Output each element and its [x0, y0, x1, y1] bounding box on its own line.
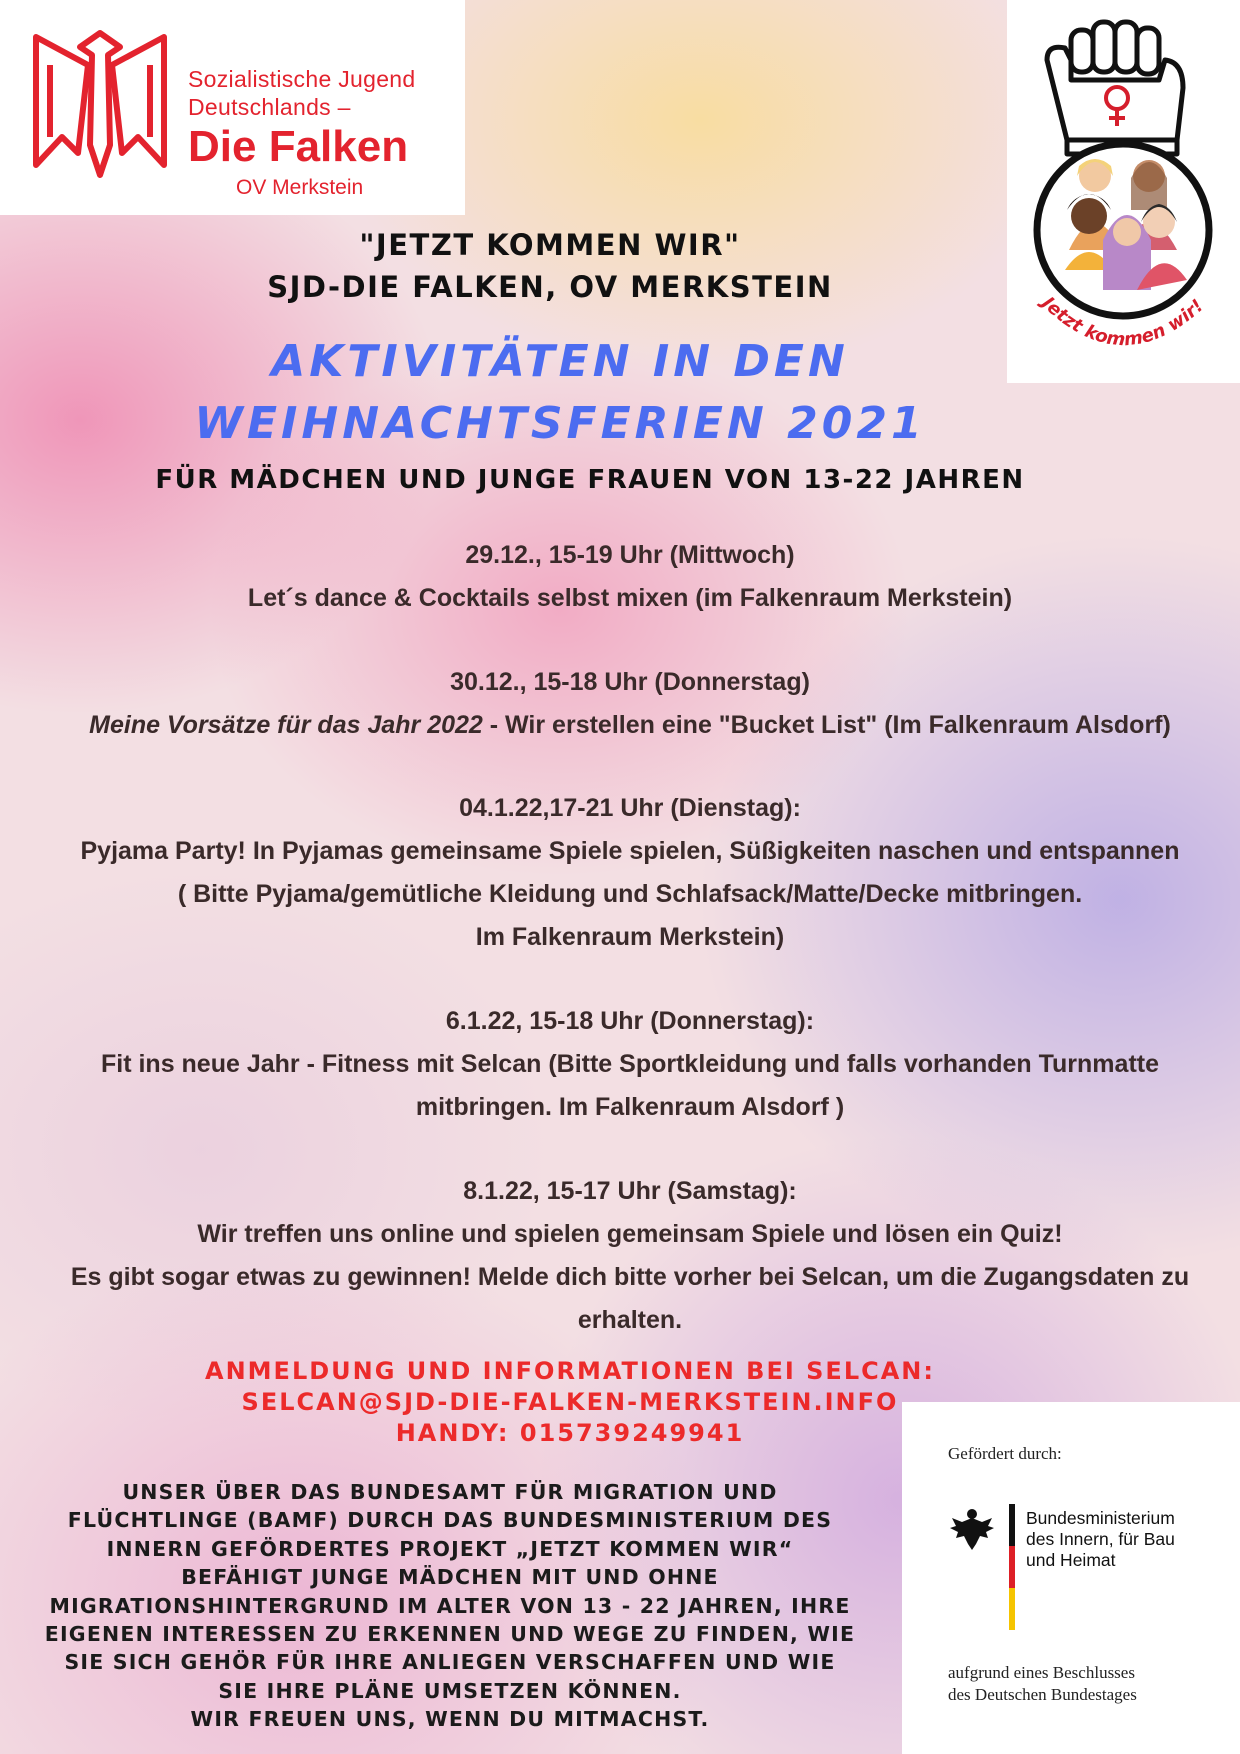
organisation-subtitle: SJD-DIE FALKEN, OV MERKSTEIN [267, 270, 833, 304]
logo-chapter-name: OV Merkstein [236, 176, 364, 199]
project-text-line: EIGENEN INTERESSEN ZU ERKENNEN UND WEGE ZU FINDEN, WIE [44, 1622, 856, 1647]
event-italic-title: Meine Vorsätze für das Jahr 2022 [89, 711, 483, 739]
logo-text-line2: Deutschlands – [188, 94, 351, 120]
funding-basis-line: des Deutschen Bundestages [948, 1685, 1137, 1704]
event-description [40, 704, 1220, 747]
project-badge [1007, 0, 1240, 383]
contact-block [160, 1356, 980, 1449]
event-4 [40, 1000, 1220, 1129]
project-text-line: UNSER ÜBER DAS BUNDESAMT FÜR MIGRATION UND [122, 1480, 778, 1504]
ministry-line: und Heimat [1026, 1550, 1116, 1570]
event-date: 29.12., 15-19 Uhr (Mittwoch) [465, 541, 795, 569]
event-date: 6.1.22, 15-18 Uhr (Donnerstag): [445, 1007, 815, 1035]
contact-email[interactable]: SELCAN@SJD-DIE-FALKEN-MERKSTEIN.INFO [241, 1388, 899, 1416]
funder-label: Gefördert durch: [948, 1444, 1062, 1463]
project-text-line: MIGRATIONSHINTERGRUND IM ALTER VON 13 - 22 JAHREN, IHRE [49, 1593, 851, 1618]
logo-text-line1: Sozialistische Jugend [188, 66, 416, 92]
project-text-line: WIR FREUEN UNS, WENN DU MITMACHST. [190, 1707, 710, 1732]
project-text-line: BEFÄHIGT JUNGE MÄDCHEN MIT UND OHNE [181, 1565, 719, 1590]
event-description-rest: - Wir erstellen eine "Bucket List" (Im Falkenraum Alsdorf) [482, 711, 1171, 739]
german-flag-bar-icon [1009, 1504, 1015, 1630]
falcon-logo-icon [28, 25, 173, 185]
event-2 [40, 661, 1220, 747]
event-date: 8.1.22, 15-17 Uhr (Samstag): [463, 1177, 797, 1205]
funder-logo [902, 1402, 1240, 1754]
event-description: Wir treffen uns online und spielen gemeinsam Spiele und lösen ein Quiz! [197, 1220, 1063, 1248]
event-description: Fit ins neue Jahr - Fitness mit Selcan (Bitte Sportkleidung und falls vorhanden Turnmatte [100, 1050, 1159, 1078]
event-1 [40, 534, 1220, 620]
raised-fist-women-icon [1007, 0, 1240, 383]
funding-basis-line: aufgrund eines Beschlusses [948, 1663, 1135, 1682]
funding-basis [948, 1662, 1137, 1706]
target-group-heading: FÜR MÄDCHEN UND JUNGE FRAUEN VON 13-22 JAHREN [155, 465, 1025, 495]
contact-phone[interactable]: HANDY: 015739249941 [395, 1419, 745, 1447]
event-description: Im Falkenraum Merkstein) [475, 923, 785, 951]
badge-slogan: Jetzt kommen wir! [1037, 292, 1208, 351]
event-description: ( Bitte Pyjama/gemütliche Kleidung und Schlafsack/Matte/Decke mitbringen. [177, 880, 1083, 908]
ministry-name [1026, 1508, 1175, 1571]
project-description [30, 1478, 870, 1734]
event-description: mitbringen. Im Falkenraum Alsdorf ) [415, 1093, 845, 1121]
project-title: "JETZT KOMMEN WIR" [359, 228, 741, 262]
event-description: erhalten. [577, 1306, 683, 1334]
project-text-line: SIE SICH GEHÖR FÜR IHRE ANLIEGEN VERSCHAFFEN UND WIE [64, 1650, 836, 1675]
event-date: 30.12., 15-18 Uhr (Donnerstag) [450, 668, 810, 696]
organisation-logo [0, 0, 465, 215]
main-heading-line1: AKTIVITÄTEN IN DEN [271, 336, 849, 387]
project-text-line: SIE IHRE PLÄNE UMSETZEN KÖNNEN. [218, 1678, 682, 1703]
project-text-line: FLÜCHTLINGE (BAMF) DURCH DAS BUNDESMINISTERIUM DES [67, 1508, 833, 1533]
event-5 [40, 1170, 1220, 1342]
logo-organisation-name: Die Falken [188, 122, 409, 171]
event-date: 04.1.22,17-21 Uhr (Dienstag): [459, 794, 801, 822]
event-3 [40, 787, 1220, 959]
event-description: Let´s dance & Cocktails selbst mixen (im Falkenraum Merkstein) [247, 584, 1013, 612]
event-description: Es gibt sogar etwas zu gewinnen! Melde dich bitte vorher bei Selcan, um die Zugangsdaten zu [70, 1263, 1190, 1291]
event-description: Pyjama Party! In Pyjamas gemeinsame Spiele spielen, Süßigkeiten naschen und entspannen [80, 837, 1180, 865]
ministry-line: Bundesministerium [1026, 1508, 1175, 1528]
project-text-line: INNERN GEFÖRDERTES PROJEKT „JETZT KOMMEN WIR“ [106, 1536, 794, 1561]
ministry-line: des Innern, für Bau [1026, 1529, 1175, 1549]
main-heading-line2: WEIHNACHTSFERIEN 2021 [194, 398, 926, 449]
federal-eagle-icon [948, 1504, 996, 1552]
contact-heading: ANMELDUNG UND INFORMATIONEN BEI SELCAN: [205, 1357, 935, 1385]
